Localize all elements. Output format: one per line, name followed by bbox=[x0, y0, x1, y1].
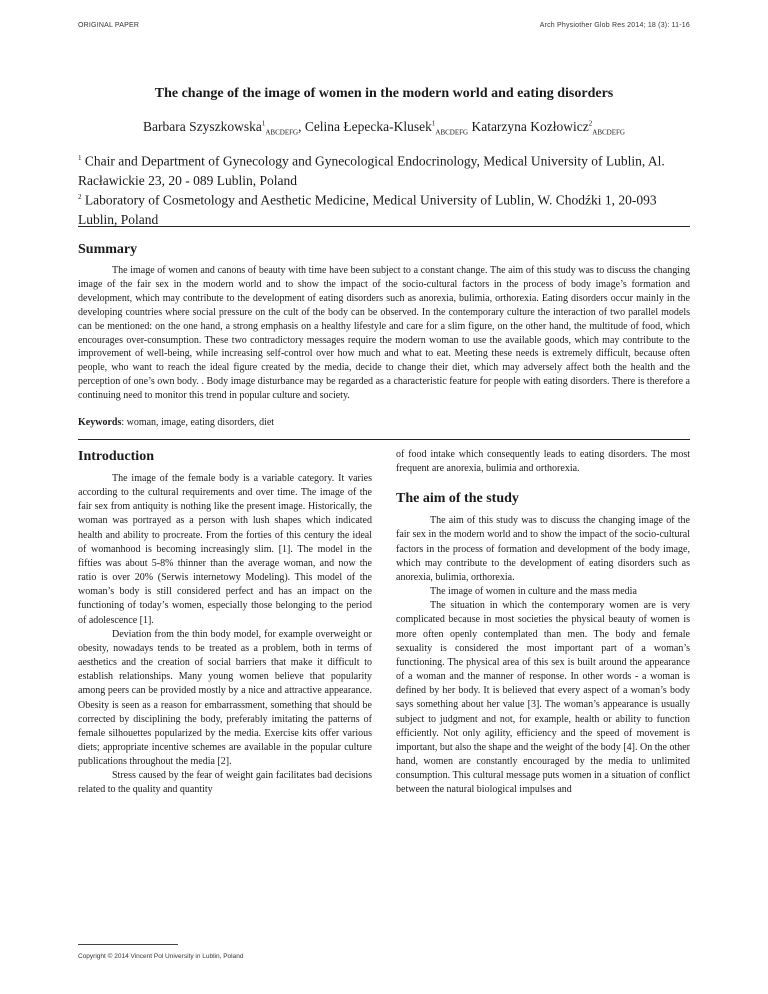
aim-heading: The aim of the study bbox=[396, 491, 519, 507]
divider-bottom bbox=[78, 439, 690, 440]
summary-body: The image of women and canons of beauty with time have been subject to a constant change. The aim of this study was to discuss the changing image of the fair sex in the modern world and to show the impact of the socio-cultural factors in the process of body image’s formation and development, which may contribute to the development of eating disorders such as anorexia, bulimia, orthorexia. Eating disorders occur mainly in the developing countries where social pressure on the cult of the body can be observed. In the contemporary culture the interaction of two parallel models can be mentioned: on the one hand, a strong emphasis on a healthy lifestyle and care for a slim figure, on the other hand, the multitude of food, which encourages over-consumption. These two contradictory messages require the modern woman to use the available goods, which may contribute to the improvement of well-being, while increasing self-control over how much and what to eat. Meeting these needs is extremely difficult, because often people, who want to reach the ideal figure created by the media, decide to change their diet, which may adversely affect both the health and the perception of one’s own body. . Body image disturbance may be regarded as a characteristic feature for people with eating disorders. There is therefore a continuing need to monitor this trend in popular culture and society. bbox=[78, 265, 690, 402]
article-title: The change of the image of women in the modern world and eating disorders bbox=[154, 86, 614, 101]
left-column bbox=[78, 448, 372, 798]
author-contribution-code: ABCDEFG bbox=[435, 128, 469, 137]
intro-paragraph-1: The image of the female body is a variable category. It varies according to the cultural requirements and over time. The image of the fair sex from antiquity is nothing like the present image. Historically, the woman was portrayed as a person with lush shapes which indicated health and ability to procreate. From the forties of this century the ideal of womanhood is becoming increasingly slim. [1]. The model in the fifties was about 5-8% thinner than the average woman, and now the ratio is over 20% (Serwis internetowy Modeling). This model of the woman’s body is still considered perfect and has an impact on the functioning of today’s women, especially those belonging to the period of adolescence [1]. bbox=[78, 473, 372, 626]
journal-citation: Arch Physiother Glob Res 2014; 18 (3): 11-16 bbox=[539, 22, 690, 29]
summary-text bbox=[78, 264, 690, 403]
author-name: Celina Łepecka-Klusek bbox=[304, 119, 432, 134]
affiliation-number: 1 bbox=[78, 154, 82, 162]
author-name: Barbara Szyszkowska bbox=[143, 119, 262, 134]
affiliation-1 bbox=[78, 149, 698, 191]
divider-top bbox=[78, 226, 690, 227]
copyright-notice: Copyright © 2014 Vincent Pol University in Lublin, Poland bbox=[78, 953, 244, 960]
affiliation-text: Chair and Department of Gynecology and Gynecological Endocrinology, Medical University of Lublin, Al. Racławickie 23, 20 - 089 Lublin, Poland bbox=[78, 153, 665, 188]
affiliation-text: Laboratory of Cosmetology and Aesthetic Medicine, Medical University of Lublin, W. Chodźki 1, 20-093 Lublin, Poland bbox=[78, 192, 657, 227]
affiliation-number: 2 bbox=[78, 193, 82, 201]
journal-section-label: ORIGINAL PAPER bbox=[78, 22, 140, 29]
right-column bbox=[396, 448, 690, 797]
author-list bbox=[0, 119, 768, 137]
author-name: Katarzyna Kozłowicz bbox=[471, 119, 589, 134]
intro-paragraph-3-continued: of food intake which consequently leads to eating disorders. The most frequent are anorexia, bulimia and orthorexia. bbox=[396, 449, 690, 475]
spacer bbox=[396, 476, 690, 490]
subsection-title: The image of women in culture and the mass media bbox=[430, 586, 637, 598]
summary-heading: Summary bbox=[78, 242, 138, 257]
aim-paragraph-1: The aim of this study was to discuss the changing image of the fair sex in the modern world and to show the impact of the socio-cultural factors in the process of formation and development of the body image, which may contribute to the development of eating disorders such as anorexia, bulimia, orthorexia. bbox=[396, 515, 690, 583]
author-separator: , bbox=[298, 119, 305, 134]
author-affiliation-mark: 1 bbox=[261, 119, 266, 128]
author-contribution-code: ABCDEFG bbox=[265, 128, 299, 137]
author-affiliation-mark: 1 bbox=[431, 119, 436, 128]
author-contribution-code: ABCDEFG bbox=[592, 128, 625, 137]
intro-paragraph-2: Deviation from the thin body model, for example overweight or obesity, nowadays tends to be treated as a problem, both in terms of aesthetics and the creation of social barriers that make it difficult to establish relationships. Many young women believe that popularity among peers can be provided mostly by a nice and attractive appearance. Obesity is seen as a reason for embarrassment, something that should be corrected by disciplining the body, preferably imitating the patterns of female silhouettes popularized by the media. Exercise kits offer various diets; appropriate incentive schemes are available in the popular culture publications throughout the media [2]. bbox=[78, 628, 372, 768]
aim-paragraph-2: The situation in which the contemporary women are is very complicated because in most societies the physical beauty of women is more often openly contemplated than men. The body and female sexuality is considered the most important part of a woman’s functioning. The physical area of this sex is built around the appearance of a woman and the manner of response. In other words - a woman is defined by her body. It is believed that every aspect of a woman’s body says something about her value [3]. The woman’s appearance is usually subject to judgment and not, for example, health or ability to function efficiently. Not only agility, efficiency and the speed of movement is important, but also the shape and the weight of the body [4]. On the other hand, women are constantly encouraged by the media to unlimited consumption. This cultural message puts women in a situation of conflict between the natural biological impulses and bbox=[396, 600, 690, 796]
keywords bbox=[78, 417, 690, 428]
author-affiliation-mark: 2 bbox=[588, 119, 593, 128]
affiliation-2 bbox=[78, 188, 698, 230]
footer-rule bbox=[78, 944, 178, 945]
keywords-list: : woman, image, eating disorders, diet bbox=[121, 417, 275, 428]
intro-paragraph-3: Stress caused by the fear of weight gain facilitates bad decisions related to the quality and quantity bbox=[78, 770, 372, 796]
keywords-label: Keywords bbox=[78, 417, 122, 428]
introduction-heading: Introduction bbox=[78, 449, 154, 464]
